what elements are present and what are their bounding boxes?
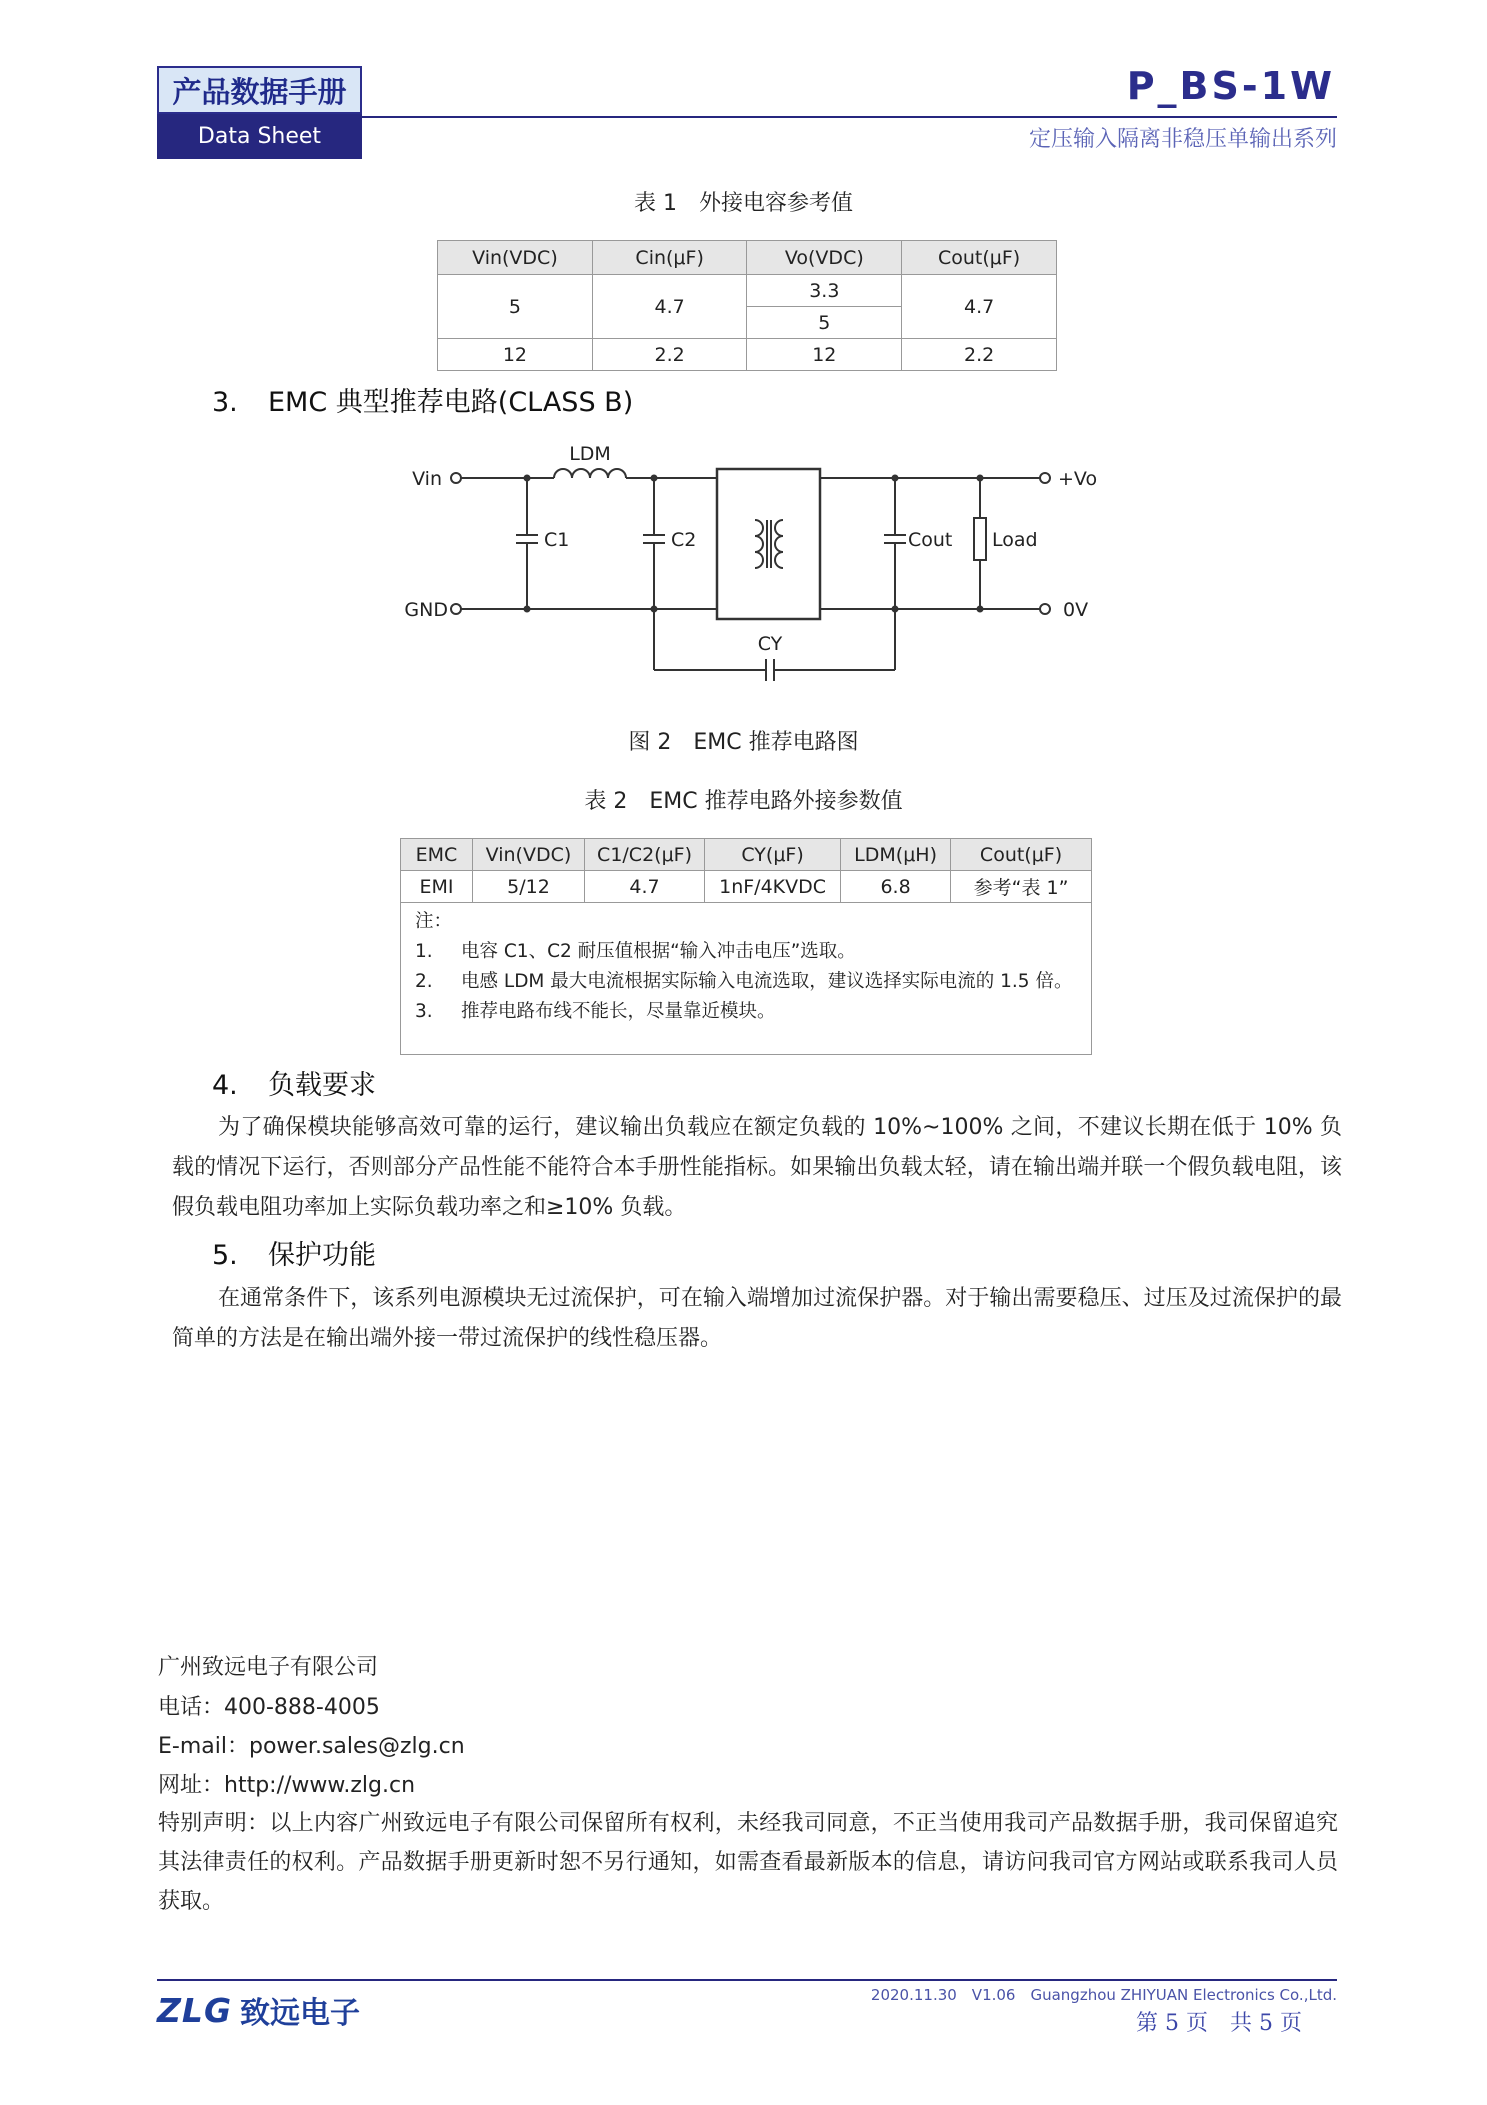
table2-notes: [400, 902, 1092, 1055]
table1-caption: 表 1 外接电容参考值: [634, 191, 853, 216]
header-divider: [157, 116, 1337, 118]
footer-divider: [157, 1979, 1337, 1981]
note-text: 电容 C1、C2 耐压值根据“输入冲击电压”选取。: [461, 941, 856, 962]
section4-heading: [212, 1063, 376, 1102]
table1-cell: 2.2: [902, 339, 1057, 371]
gnd-terminal: [451, 604, 461, 614]
label-cout: Cout: [908, 529, 953, 551]
header-title-cn: 产品数据手册: [157, 66, 362, 114]
vin-terminal: [451, 473, 461, 483]
label-c1: C1: [544, 529, 570, 551]
section5-title: 保护功能: [268, 1240, 376, 1271]
table1-cell: 4.7: [592, 275, 747, 339]
table1-cell: 4.7: [902, 275, 1057, 339]
company-name: 广州致远电子有限公司: [158, 1655, 379, 1680]
vo-terminal: [1040, 473, 1050, 483]
ldm-inductor-icon: [554, 469, 626, 478]
table2: [400, 838, 1092, 903]
table1-cell: 12: [438, 339, 593, 371]
table1-header: Cin(μF): [592, 241, 747, 275]
load-resistor-icon: [974, 518, 986, 560]
table2-cell: 5/12: [472, 871, 584, 903]
logo-latin: ZLG: [157, 1990, 233, 2030]
label-0v: 0V: [1063, 599, 1089, 621]
note-text: 推荐电路布线不能长，尽量靠近模块。: [461, 1001, 776, 1022]
table2-cell: 6.8: [841, 871, 951, 903]
logo-cn: 致远电子: [240, 1996, 361, 2031]
note-item: [415, 969, 1077, 995]
emc-circuit-diagram: [380, 425, 1100, 695]
transformer-icon: [755, 520, 763, 568]
section5-paragraph: 在通常条件下，该系列电源模块无过流保护，可在输入端增加过流保护器。对于输出需要稳压、过压及过流保护的最简单的方法是在输出端外接一带过流保护的线性稳压器。: [172, 1286, 1342, 1351]
table2-header: Cout(μF): [951, 839, 1092, 871]
table1: [437, 240, 1057, 371]
table2-caption: 表 2 EMC 推荐电路外接参数值: [584, 789, 903, 814]
note-number: 2.: [415, 971, 433, 992]
label-load: Load: [992, 529, 1038, 551]
label-ldm: LDM: [569, 443, 611, 465]
company-website[interactable]: 网址：http://www.zlg.cn: [158, 1773, 416, 1798]
note-number: 1.: [415, 941, 433, 962]
table2-cell: 1nF/4KVDC: [705, 871, 841, 903]
table2-header: EMC: [401, 839, 473, 871]
notes-label: 注：: [415, 911, 453, 932]
table2-cell: EMI: [401, 871, 473, 903]
label-vo: +Vo: [1058, 468, 1098, 490]
table2-cell: 参考“表 1”: [951, 871, 1092, 903]
note-item: [415, 999, 1077, 1025]
figure2-caption: 图 2 EMC 推荐电路图: [628, 730, 859, 755]
note-text: 电感 LDM 最大电流根据实际输入电流选取，建议选择实际电流的 1.5 倍。: [461, 971, 1073, 992]
table1-cell: 2.2: [592, 339, 747, 371]
zlg-logo: [157, 1988, 360, 2032]
table2-header: C1/C2(μF): [584, 839, 704, 871]
label-cy: CY: [757, 633, 783, 655]
company-phone: 电话：400-888-4005: [158, 1695, 380, 1720]
section4-title: 负载要求: [268, 1070, 376, 1101]
table2-header: LDM(μH): [841, 839, 951, 871]
section3-heading: [212, 380, 633, 419]
section3-number: 3.: [212, 387, 238, 418]
table2-header: Vin(VDC): [472, 839, 584, 871]
table1-header: Vo(VDC): [747, 241, 902, 275]
section5-number: 5.: [212, 1240, 238, 1271]
zero-v-terminal: [1040, 604, 1050, 614]
footer-meta: 2020.11.30 V1.06 Guangzhou ZHIYUAN Electronics Co.,Ltd.: [870, 1986, 1337, 2004]
note-item: [415, 939, 1077, 965]
section5-heading: [212, 1233, 376, 1272]
section4-number: 4.: [212, 1070, 238, 1101]
header-title-en: Data Sheet: [157, 114, 362, 159]
section3-title: EMC 典型推荐电路(CLASS B): [268, 387, 634, 418]
table1-cell: 3.3: [747, 275, 902, 307]
company-email[interactable]: E-mail：power.sales@zlg.cn: [158, 1734, 465, 1759]
table1-cell: 5: [747, 307, 902, 339]
table1-header: Vin(VDC): [438, 241, 593, 275]
table2-header: CY(μF): [705, 839, 841, 871]
dc-module-box: [717, 469, 820, 619]
table1-cell: 12: [747, 339, 902, 371]
table1-header: Cout(μF): [902, 241, 1057, 275]
table1-cell: 5: [438, 275, 593, 339]
header-series: 定压输入隔离非稳压单输出系列: [1028, 127, 1337, 152]
page-number: 第 5 页 共 5 页: [1136, 2011, 1302, 2036]
header-model: P_BS-1W: [1126, 64, 1335, 108]
label-gnd: GND: [404, 599, 448, 621]
label-c2: C2: [671, 529, 697, 551]
label-vin: Vin: [412, 468, 442, 490]
table2-cell: 4.7: [584, 871, 704, 903]
note-number: 3.: [415, 1001, 433, 1022]
disclaimer: 特别声明：以上内容广州致远电子有限公司保留所有权利，未经我司同意，不正当使用我司产品数据手册，我司保留追究其法律责任的权利。产品数据手册更新时恕不另行通知，如需查看最新版本的信息，请访问我司官方网站或联系我司人员获取。: [158, 1811, 1338, 1914]
section4-paragraph: 为了确保模块能够高效可靠的运行，建议输出负载应在额定负载的 10%~100% 之间，不建议长期在低于 10% 负载的情况下运行，否则部分产品性能不能符合本手册性能指标。如果输出负载太轻，请在输出端并联一个假负载电阻，该假负载电阻功率加上实际负载功率之和≥10% 负载。: [172, 1115, 1342, 1220]
